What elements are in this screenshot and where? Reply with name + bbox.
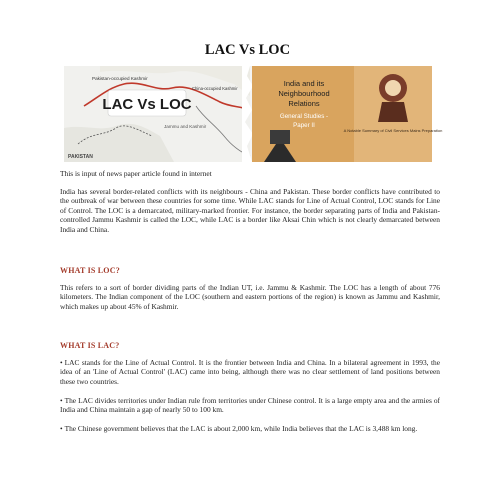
header-banner-image: [64, 66, 443, 162]
loc-paragraph: This refers to a sort of border dividing parts of the Indian UT, i.e. Jammu & Kashmir. The LOC has a length of about 776 kilometers. The Indian component of the LOC (southern and eastern portions of the region) is known as Jammu and Kashmir, which makes up about 45% of Kashmir.: [60, 283, 440, 311]
book-subtitle-line-2: Paper II: [293, 122, 315, 129]
lac-bullet-1-text: LAC stands for the Line of Actual Control. It is the frontier between India and China. In a bilateral agreement in 1993, the idea of an 'Line of Actual Control' (LAC) came into being, although there was no clear settlement of land positions between these two countries.: [60, 358, 440, 386]
lac-bullet-2: [60, 396, 440, 415]
section-heading-loc: WHAT IS LOC?: [60, 266, 120, 275]
map-label-pakistan: PAKISTAN: [68, 154, 93, 160]
map-label-pok: Pakistan-occupied Kashmir: [92, 76, 148, 81]
lac-bullet-1: [60, 358, 440, 386]
badge-text: LAC Vs LOC: [102, 96, 192, 113]
overview-paragraph: India has several border-related conflicts with its neighbours - China and Pakistan. These border conflicts have contributed to the outbreak of war between these countries for some time. While LAC stands for Line of Actual Control, LOC stands for Line of Control. The LOC is a demarcated, military-marked frontier. For instance, the border separating parts of India and Pakistan-controlled Jammu Kashmir is called the LOC, while LAC is a border like Aksai Chin which is not clearly demarcated between India and China.: [60, 187, 440, 234]
banner-graphic: [64, 66, 443, 162]
section-heading-lac: WHAT IS LAC?: [60, 341, 120, 350]
document-title: LAC Vs LOC: [204, 42, 291, 58]
lac-bullet-3-text: The Chinese government believes that the LAC is about 2,000 km, while India believes that the LAC is 3,488 km long.: [64, 424, 418, 433]
lac-bullet-3: [60, 424, 440, 433]
book-title-line-3: Relations: [288, 99, 320, 108]
side-text: A Notable Summary of Civil Services Mains Preparation: [343, 128, 443, 133]
lac-bullet-2-text: The LAC divides territories under Indian rule from territories under Chinese control. It is a large empty area and the armies of India and China maintain a gap of nearly 50 to 100 km.: [60, 396, 440, 415]
mascot-body-icon: [378, 102, 408, 122]
bullet-marker: •: [60, 424, 63, 433]
torn-edge: [242, 66, 253, 162]
bullet-marker: •: [60, 358, 63, 367]
bullet-marker: •: [60, 396, 63, 405]
intro-text: This is input of news paper article found in internet: [60, 169, 212, 178]
book-title-line-2: Neighbourhood: [278, 89, 330, 98]
book-title-line-1: India and its: [283, 79, 325, 88]
book-subtitle-line-1: General Studies -: [279, 113, 329, 120]
map-label-china-occupied: China-occupied Kashmir: [192, 86, 238, 91]
map-label-jammu-kashmir: Jammu and Kashmir: [164, 124, 207, 129]
